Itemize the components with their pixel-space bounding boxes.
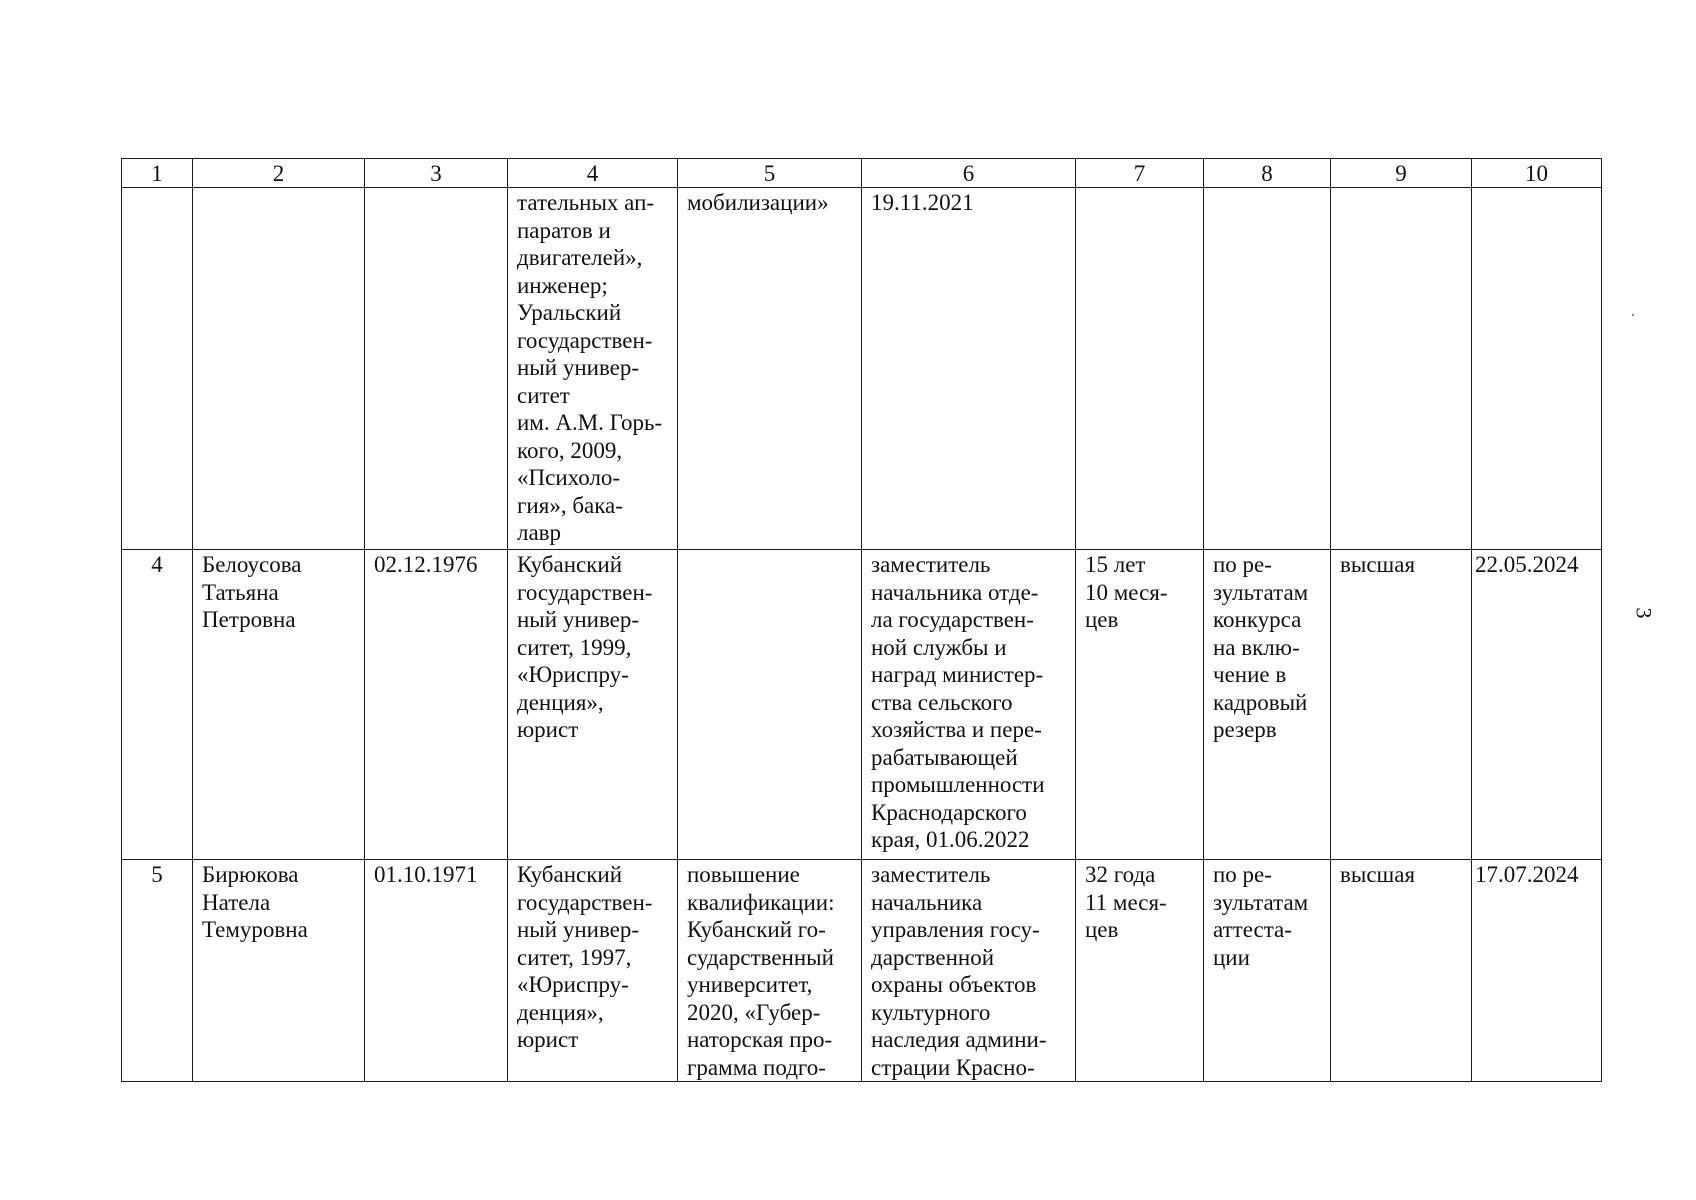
qualification-cell (1331, 188, 1472, 550)
header-cell: 6 (862, 159, 1076, 188)
header-cell: 5 (678, 159, 862, 188)
date-cell: 22.05.2024 (1472, 550, 1602, 860)
name-cell: Бирюкова Натела Темуровна (193, 860, 365, 1082)
additional-education-cell (678, 550, 862, 860)
name-cell: Белоусова Татьяна Петровна (193, 550, 365, 860)
name-cell (193, 188, 365, 550)
education-cell: Кубанский государствен- ный универ- ситет, 1997, «Юриспру- денция», юрист (508, 860, 678, 1082)
birth-date-cell: 02.12.1976 (365, 550, 508, 860)
basis-cell: по ре- зультатам аттеста- ции (1204, 860, 1331, 1082)
header-cell: 2 (193, 159, 365, 188)
header-row (122, 159, 1602, 188)
position-cell: заместитель начальника отде- ла государствен- ной службы и наград министер- ства сельского хозяйства и пере- рабатывающей промышленности Краснодарского края, 01.06.2022 (862, 550, 1076, 860)
experience-cell: 32 года 11 меся- цев (1076, 860, 1204, 1082)
header-cell: 7 (1076, 159, 1204, 188)
position-cell: заместитель начальника управления госу- дарственной охраны объектов культурного наследия админи- страции Красно- (862, 860, 1076, 1082)
experience-cell: 15 лет 10 меся- цев (1076, 550, 1204, 860)
additional-education-cell: повышение квалификации: Кубанский го- сударственный университет, 2020, «Губер- наторская про- грамма подго- (678, 860, 862, 1082)
table-row (122, 550, 1602, 860)
date-cell: 17.07.2024 (1472, 860, 1602, 1082)
row-number-cell: 5 (122, 860, 193, 1082)
table-row (122, 860, 1602, 1082)
header-cell: 8 (1204, 159, 1331, 188)
header-cell: 3 (365, 159, 508, 188)
scan-speck (1632, 314, 1634, 316)
experience-cell (1076, 188, 1204, 550)
position-cell: 19.11.2021 (862, 188, 1076, 550)
basis-cell: по ре- зультатам конкурса на вклю- чение в кадровый резерв (1204, 550, 1331, 860)
header-cell: 1 (122, 159, 193, 188)
table-row (122, 188, 1602, 550)
header-cell: 10 (1472, 159, 1602, 188)
birth-date-cell: 01.10.1971 (365, 860, 508, 1082)
row-number-cell (122, 188, 193, 550)
additional-education-cell: мобилизации» (678, 188, 862, 550)
basis-cell (1204, 188, 1331, 550)
education-cell: тательных ап- паратов и двигателей», инженер; Уральский государствен- ный универ- ситет им. А.М. Горь- кого, 2009, «Психоло- гия», бака- лавр (508, 188, 678, 550)
row-number-cell: 4 (122, 550, 193, 860)
page-number: 3 (1631, 607, 1657, 619)
date-cell (1472, 188, 1602, 550)
header-cell: 4 (508, 159, 678, 188)
qualification-cell: высшая (1331, 860, 1472, 1082)
birth-date-cell (365, 188, 508, 550)
personnel-table (121, 158, 1602, 1082)
education-cell: Кубанский государствен- ный универ- ситет, 1999, «Юриспру- денция», юрист (508, 550, 678, 860)
qualification-cell: высшая (1331, 550, 1472, 860)
header-cell: 9 (1331, 159, 1472, 188)
